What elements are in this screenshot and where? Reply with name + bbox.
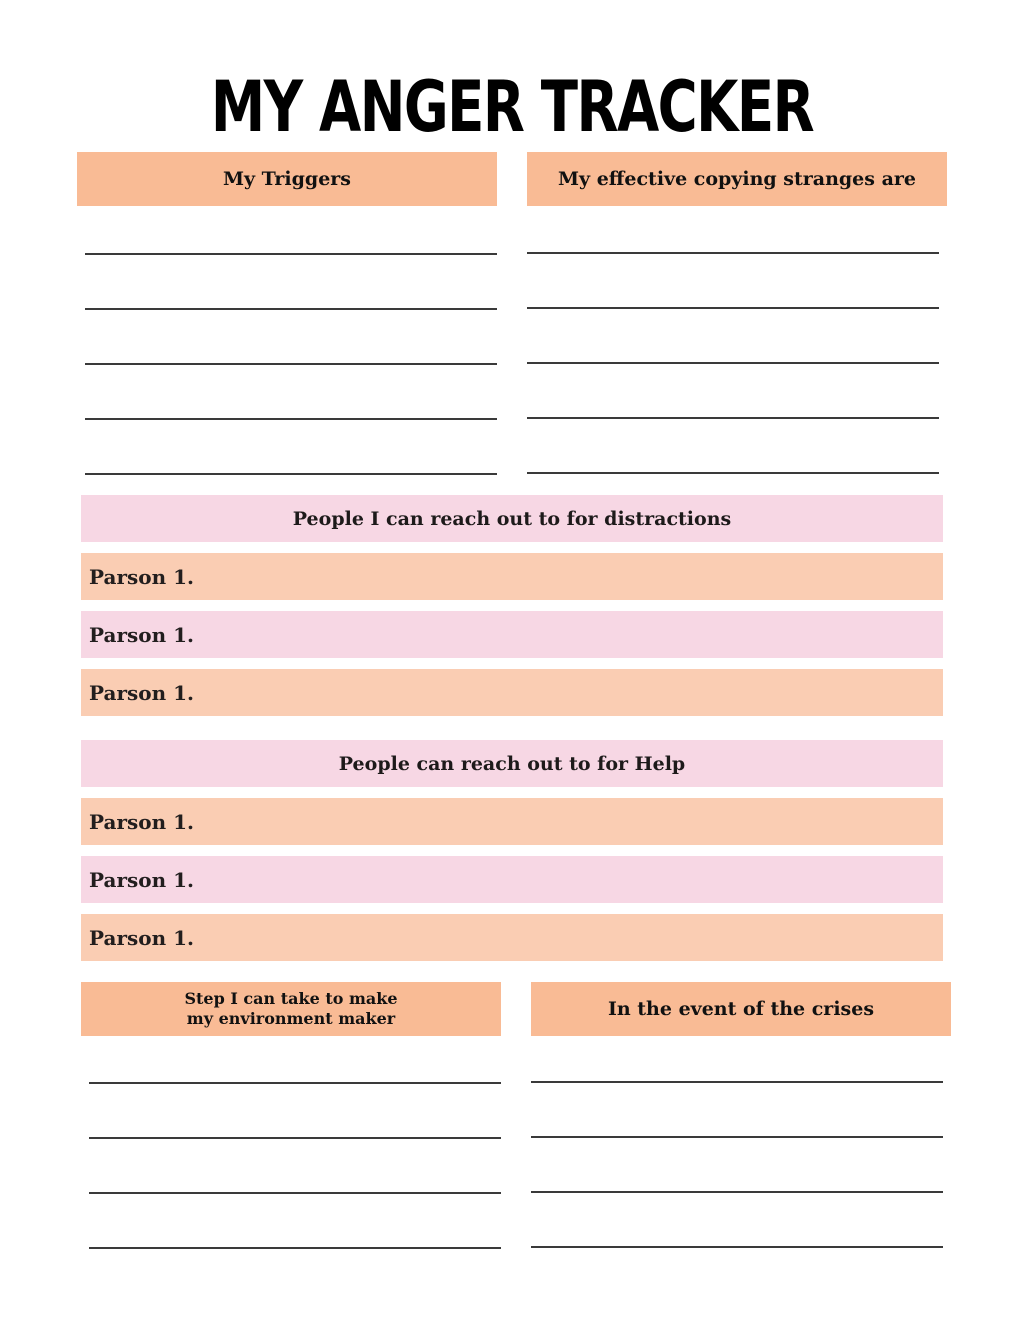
person-label: Parson 1. xyxy=(89,622,194,647)
coping-writing-line[interactable] xyxy=(527,417,939,419)
distraction-person-row[interactable] xyxy=(81,553,943,600)
distraction-person-row[interactable] xyxy=(81,611,943,658)
person-label: Parson 1. xyxy=(89,680,194,705)
help-person-row[interactable] xyxy=(81,856,943,903)
help-person-row[interactable] xyxy=(81,798,943,845)
person-label: Parson 1. xyxy=(89,564,194,589)
crises-writing-line[interactable] xyxy=(531,1081,943,1083)
environment-writing-line[interactable] xyxy=(89,1082,501,1084)
coping-writing-line[interactable] xyxy=(527,307,939,309)
triggers-header-label: My Triggers xyxy=(222,168,352,190)
distractions-header-label: People I can reach out to for distractions xyxy=(292,507,732,530)
person-label: Parson 1. xyxy=(89,925,194,950)
triggers-header xyxy=(77,152,497,206)
triggers-writing-line[interactable] xyxy=(85,253,497,255)
help-header xyxy=(81,740,943,787)
crises-header xyxy=(531,982,951,1036)
crises-writing-line[interactable] xyxy=(531,1136,943,1138)
coping-writing-line[interactable] xyxy=(527,362,939,364)
person-label: Parson 1. xyxy=(89,809,194,834)
person-label: Parson 1. xyxy=(89,867,194,892)
environment-writing-line[interactable] xyxy=(89,1247,501,1249)
crises-writing-line[interactable] xyxy=(531,1246,943,1248)
triggers-writing-line[interactable] xyxy=(85,363,497,365)
page-title: MY ANGER TRACKER xyxy=(210,66,814,148)
distraction-person-row[interactable] xyxy=(81,669,943,716)
distractions-header xyxy=(81,495,943,542)
crises-writing-line[interactable] xyxy=(531,1191,943,1193)
environment-writing-line[interactable] xyxy=(89,1192,501,1194)
coping-writing-line[interactable] xyxy=(527,472,939,474)
environment-writing-line[interactable] xyxy=(89,1137,501,1139)
crises-header-label: In the event of the crises xyxy=(607,998,875,1020)
coping-writing-line[interactable] xyxy=(527,252,939,254)
environment-steps-header xyxy=(81,982,501,1036)
coping-strategies-header xyxy=(527,152,947,206)
environment-steps-header-label: Step I can take to make my environment maker xyxy=(184,989,398,1028)
triggers-writing-line[interactable] xyxy=(85,473,497,475)
help-header-label: People can reach out to for Help xyxy=(338,752,686,775)
triggers-writing-line[interactable] xyxy=(85,308,497,310)
coping-strategies-header-label: My effective copying stranges are xyxy=(558,168,916,190)
triggers-writing-line[interactable] xyxy=(85,418,497,420)
help-person-row[interactable] xyxy=(81,914,943,961)
